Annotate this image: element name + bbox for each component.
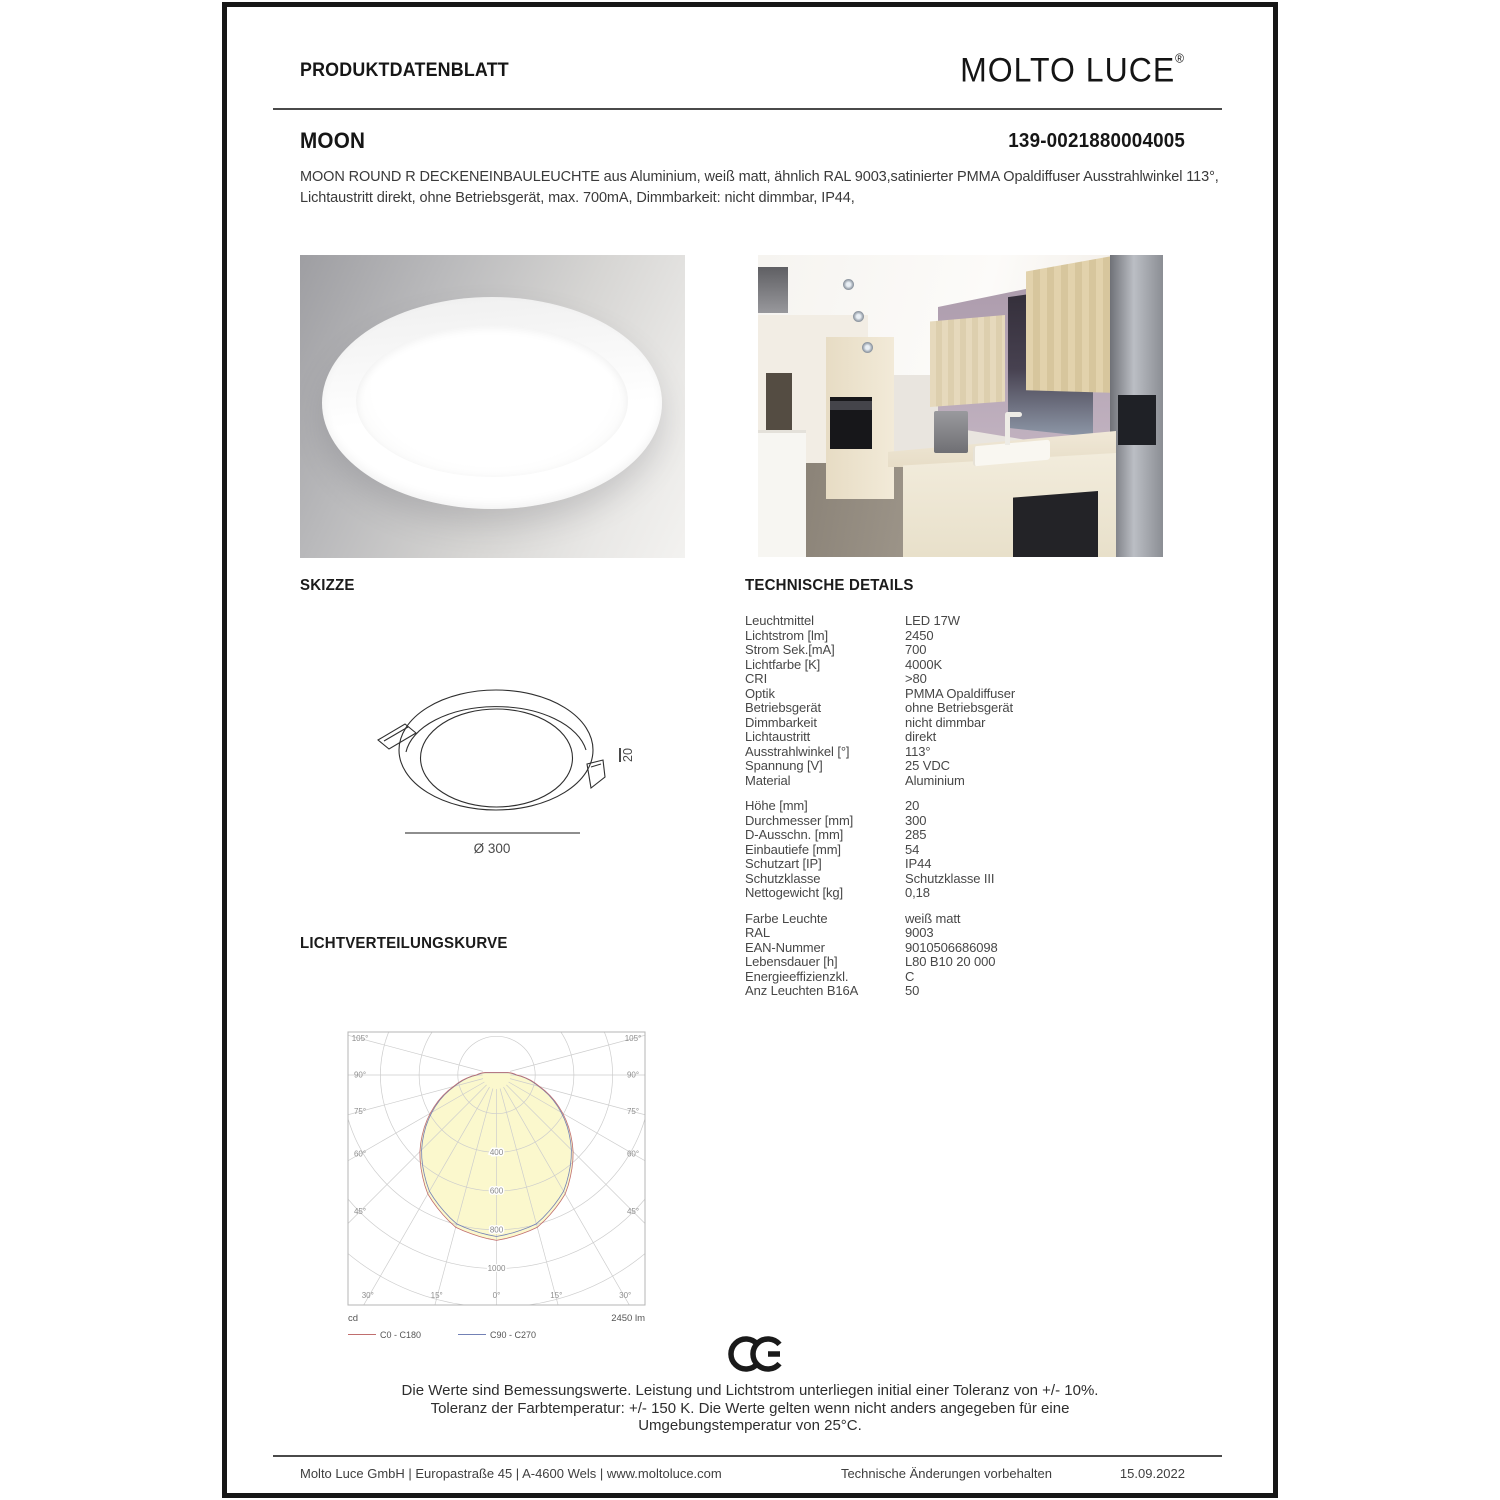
spec-row xyxy=(745,872,1195,887)
spec-value: >80 xyxy=(905,671,927,686)
spec-label: Strom Sek.[mA] xyxy=(745,642,835,657)
spec-label: Höhe [mm] xyxy=(745,798,808,813)
spec-label: EAN-Nummer xyxy=(745,939,825,955)
spec-label: Ausstrahlwinkel [°] xyxy=(745,743,850,759)
spec-row xyxy=(745,745,1195,760)
spec-value: 4000K xyxy=(905,656,943,672)
kitchen-hood xyxy=(758,267,788,313)
spec-label: Optik xyxy=(745,685,775,701)
product-title: MOON xyxy=(300,128,366,153)
spec-row xyxy=(745,730,1195,745)
svg-text:90°: 90° xyxy=(626,1070,640,1080)
spec-value: PMMA Opaldiffuser xyxy=(905,685,1016,701)
footer-notice: Technische Änderungen vorbehalten xyxy=(840,1466,1052,1481)
spec-label: RAL xyxy=(745,925,770,940)
spec-row xyxy=(745,701,1195,716)
spec-label: Material xyxy=(745,772,791,788)
spec-row xyxy=(745,857,1195,872)
ceiling-downlight-icon xyxy=(853,311,864,322)
spec-value: 700 xyxy=(905,642,927,657)
disclaimer xyxy=(227,1382,1273,1435)
product-photo xyxy=(300,255,685,558)
svg-text:105°: 105° xyxy=(351,1033,369,1043)
svg-text:400: 400 xyxy=(489,1147,504,1157)
ce-mark-icon xyxy=(727,1335,783,1373)
spec-value: ohne Betriebsgerät xyxy=(905,700,1014,715)
kitchen-dishwasher xyxy=(1013,491,1098,557)
spec-value: LED 17W xyxy=(905,613,960,628)
spec-label: Dimmbarkeit xyxy=(745,714,817,730)
sketch-outer-ellipse xyxy=(399,690,593,810)
spec-row xyxy=(745,658,1195,673)
light-distribution-chart xyxy=(338,1022,658,1344)
svg-text:1000: 1000 xyxy=(487,1264,506,1273)
svg-text:45°: 45° xyxy=(626,1207,640,1216)
svg-text:60°: 60° xyxy=(626,1149,640,1159)
kitchen-fridge-display xyxy=(1118,395,1156,445)
spec-value: Aluminium xyxy=(905,772,965,788)
spec-label: D-Ausschn. [mm] xyxy=(745,827,844,842)
svg-text:C90 - C270: C90 - C270 xyxy=(490,1330,537,1340)
spec-row xyxy=(745,886,1195,901)
spec-row xyxy=(745,941,1195,956)
section-title-skizze: SKIZZE xyxy=(300,577,355,594)
spec-value: IP44 xyxy=(905,856,932,871)
spec-row xyxy=(745,912,1195,927)
kitchen-coffee-machine xyxy=(934,411,968,453)
spec-row xyxy=(745,629,1195,644)
spec-value: 300 xyxy=(905,812,927,828)
section-title-lichtverteilungskurve: LICHTVERTEILUNGSKURVE xyxy=(300,935,508,952)
header-rule xyxy=(273,108,1222,110)
spec-row xyxy=(745,955,1195,970)
svg-text:15°: 15° xyxy=(550,1291,563,1300)
spec-label: Farbe Leuchte xyxy=(745,910,828,926)
spec-value: 2450 xyxy=(905,627,934,643)
doc-type-title: PRODUKTDATENBLATT xyxy=(300,60,509,81)
spec-label: Anz Leuchten B16A xyxy=(745,983,859,998)
spec-value: C xyxy=(905,968,915,984)
spec-row xyxy=(745,926,1195,941)
svg-text:cd: cd xyxy=(348,1313,359,1324)
footer-rule xyxy=(273,1455,1222,1457)
spec-row xyxy=(745,687,1195,702)
spec-label: Einbautiefe [mm] xyxy=(745,841,841,857)
spec-value: L80 B10 20 000 xyxy=(905,954,996,969)
spec-row xyxy=(745,843,1195,858)
svg-text:15°: 15° xyxy=(430,1291,443,1300)
spec-label: Lebensdauer [h] xyxy=(745,954,838,969)
disclaimer-line-2: Toleranz der Farbtemperatur: +/- 150 K. Die Werte gelten wenn nicht anders angegeben für eine xyxy=(430,1399,1070,1417)
svg-text:90°: 90° xyxy=(353,1070,367,1080)
product-description-line-2: Lichtaustritt direkt, ohne Betriebsgerät, max. 700mA, Dimmbarkeit: nicht dimmbar, IP44, xyxy=(300,190,855,206)
spec-value: 50 xyxy=(905,983,920,998)
sketch-height-label: 20 xyxy=(621,748,635,762)
sketch-diffuser-ellipse xyxy=(421,709,573,807)
spec-label: Durchmesser [mm] xyxy=(745,812,854,828)
product-sketch xyxy=(360,660,660,875)
spec-value: Schutzklasse III xyxy=(905,870,995,886)
kitchen-upper-cabinet xyxy=(930,315,1005,407)
svg-text:600: 600 xyxy=(489,1186,504,1196)
spec-value: 20 xyxy=(905,798,920,813)
sketch-diameter-label: Ø 300 xyxy=(473,841,511,856)
spec-row xyxy=(745,759,1195,774)
registered-trademark-icon: ® xyxy=(1175,51,1185,66)
spec-row xyxy=(745,774,1195,789)
spec-row xyxy=(745,828,1195,843)
ceiling-downlight-icon xyxy=(843,279,854,290)
luminaire-diffuser xyxy=(356,325,628,477)
spec-label: Lichtstrom [lm] xyxy=(745,627,829,643)
product-description xyxy=(300,167,1219,209)
spec-value: direkt xyxy=(905,729,937,744)
spec-row xyxy=(745,672,1195,687)
brand-logo xyxy=(960,51,1185,90)
svg-text:0°: 0° xyxy=(492,1291,501,1300)
kitchen-faucet xyxy=(1005,415,1010,445)
spec-label: Lichtfarbe [K] xyxy=(745,656,821,672)
article-number: 139-0021880004005 xyxy=(1008,130,1185,152)
kitchen-oven-panel xyxy=(830,401,872,410)
footer-company: Molto Luce GmbH | Europastraße 45 | A-4600 Wels | www.moltoluce.com xyxy=(300,1466,722,1481)
spec-label: Energieeffizienzkl. xyxy=(745,968,849,984)
spec-value: nicht dimmbar xyxy=(905,714,986,730)
svg-text:2450 lm: 2450 lm xyxy=(611,1313,645,1324)
spec-label: Schutzart [IP] xyxy=(745,856,822,871)
spec-value: weiß matt xyxy=(905,910,961,926)
ceiling-downlight-icon xyxy=(862,342,873,353)
tech-details-table xyxy=(745,614,1195,1010)
footer-date: 15.09.2022 xyxy=(1119,1466,1185,1481)
spec-value: 54 xyxy=(905,841,920,857)
product-description-line-1: MOON ROUND R DECKENEINBAULEUCHTE aus Aluminium, weiß matt, ähnlich RAL 9003,satinierter PMMA Opaldiffuser Ausstrahlwinkel 113°, xyxy=(300,169,1219,185)
spec-row xyxy=(745,643,1195,658)
spec-row xyxy=(745,716,1195,731)
spec-row xyxy=(745,814,1195,829)
spec-label: Spannung [V] xyxy=(745,758,823,773)
svg-text:105°: 105° xyxy=(624,1033,642,1043)
spec-row xyxy=(745,799,1195,814)
spec-row xyxy=(745,614,1195,629)
spec-value: 25 VDC xyxy=(905,758,950,773)
disclaimer-line-3: Umgebungstemperatur von 25°C. xyxy=(638,1417,862,1434)
spec-block xyxy=(745,799,1195,901)
spec-label: Schutzklasse xyxy=(745,870,821,886)
spec-value: 9010506686098 xyxy=(905,939,998,955)
spec-label: Lichtaustritt xyxy=(745,729,811,744)
svg-text:30°: 30° xyxy=(619,1291,632,1300)
spec-row xyxy=(745,984,1195,999)
svg-text:30°: 30° xyxy=(361,1291,374,1300)
spec-block xyxy=(745,614,1195,788)
svg-text:75°: 75° xyxy=(626,1107,640,1117)
ldc-legend xyxy=(348,1313,645,1340)
spec-label: Nettogewicht [kg] xyxy=(745,885,844,900)
svg-text:60°: 60° xyxy=(353,1149,367,1159)
kitchen-island xyxy=(758,430,806,557)
svg-text:C0 - C180: C0 - C180 xyxy=(380,1330,422,1340)
application-photo xyxy=(758,255,1163,557)
sketch-left-clip xyxy=(378,724,416,749)
spec-value: 285 xyxy=(905,827,927,842)
svg-text:45°: 45° xyxy=(353,1207,367,1216)
spec-value: 0,18 xyxy=(905,885,930,900)
spec-value: 113° xyxy=(905,743,931,759)
spec-block xyxy=(745,912,1195,999)
page-frame xyxy=(222,2,1278,1498)
spec-label: CRI xyxy=(745,671,768,686)
svg-text:800: 800 xyxy=(489,1225,504,1235)
disclaimer-line-1: Die Werte sind Bemessungswerte. Leistung und Lichtstrom unterliegen initial einer Toleranz von +/- 10%. xyxy=(401,1382,1099,1399)
spec-row xyxy=(745,970,1195,985)
section-title-technische-details: TECHNISCHE DETAILS xyxy=(745,577,914,594)
spec-value: 9003 xyxy=(905,925,934,940)
kitchen-upper-cabinet-right xyxy=(1026,255,1118,393)
spec-label: Leuchtmittel xyxy=(745,613,814,628)
spec-label: Betriebsgerät xyxy=(745,700,822,715)
svg-text:75°: 75° xyxy=(353,1107,367,1117)
kitchen-faucet-arm xyxy=(1005,412,1022,417)
brand-logo-text: MOLTO LUCE xyxy=(960,51,1176,90)
